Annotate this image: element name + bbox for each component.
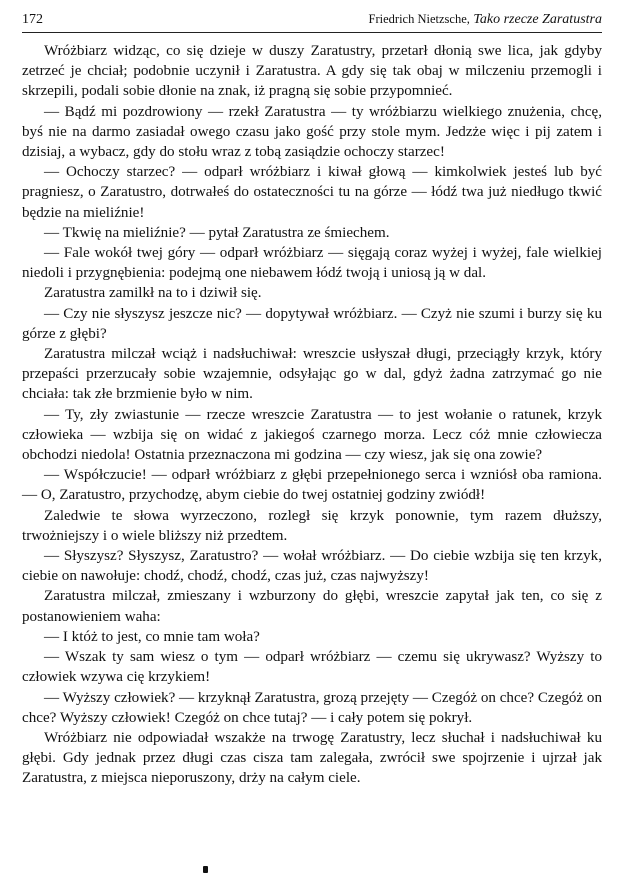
paragraph: — Ochoczy starzec? — odparł wróżbiarz i kiwał głową — kimkolwiek jesteś lub być pragniesz, o Zaratustro, dotrwałeś do ostateczności tu na górze — łódź twa już niedługo tkwić będzie na mieliźnie! [22,164,602,221]
paragraph: — Czy nie słyszysz jeszcze nic? — dopytywał wróżbiarz. — Czyż nie szumi i burzy się ku górze z głębi? [22,305,602,342]
paragraph: Zaledwie te słowa wyrzeczono, rozległ się krzyk ponownie, tym razem dłuższy, trwożniejszy i o wiele bliższy niż przedtem. [22,507,602,544]
paragraph: — Słyszysz? Słyszysz, Zaratustro? — wołał wróżbiarz. — Do ciebie wzbija się ten krzyk, ciebie on nawołuje: chodź, chodź, chodź, czas już, czas najwyższy! [22,548,602,585]
paragraph: Wróżbiarz nie odpowiadał wszakże na trwogę Zaratustry, lecz słuchał i nadsłuchiwał ku głębi. Gdy jednak przez długi czas cisza tam zalegała, zwrócił swe spojrzenie i ujrzał jak Zaratustra, z miejsca nieporuszony, drży na całym ciele. [22,729,602,787]
paragraph: — Wyższy człowiek? — krzyknął Zaratustra, grozą przejęty — Czegóż on chce? Czegóż on chce? Wyższy człowiek! Czegóż on chce tutaj? — i cały potem się pokrył. [22,689,602,726]
paragraph: — Współczucie! — odparł wróżbiarz z głębi przepełnionego serca i wzniósł oba ramiona. — O, Zaratustro, przychodzę, abym ciebie do twej ostatniej godziny zwiódł! [22,467,602,504]
running-header [22,12,602,33]
paragraph: Zaratustra zamilkł na to i dziwił się. [44,285,262,302]
paragraph: — Wszak ty sam wiesz o tym — odparł wróżbiarz — czemu się ukrywasz? Wyższy to człowiek wzywa cię krzykiem! [22,649,602,686]
ink-mark [203,866,208,873]
page-body [22,41,602,789]
page-number: 172 [22,12,43,27]
running-title [369,12,602,28]
paragraph: — Fale wokół twej góry — odparł wróżbiarz — sięgają coraz wyżej i wyżej, fale wielkiej niedoli i przygnębienia: podejmą one niebawem łódź twoją i uniosą ją w dal. [22,245,602,282]
book-title: Tako rzecze Zaratustra [473,12,602,27]
book-page [22,12,602,789]
author-name: Friedrich Nietzsche, [368,12,470,26]
paragraph: — Bądź mi pozdrowiony — rzekł Zaratustra — ty wróżbiarzu wielkiego znużenia, chcę, byś nie na darmo zasiadał owego czasu jako gość przy stole mym. Jedzże więc i pij zatem i dzisiaj, a wybacz, gdy do stołu wraz z tobą zasiądzie ochoczy starzec! [22,103,602,161]
paragraph: — I któż to jest, co mnie tam woła? [44,628,260,645]
paragraph: Zaratustra milczał wciąż i nadsłuchiwał: wreszcie usłyszał długi, przeciągły krzyk, który przepaści przerzucały sobie wzajemnie, odsyłając go w dal, gdyż żadna zatrzymać go nie chciała: tak złe brzmienie było w nim. [22,346,602,403]
paragraph: — Ty, zły zwiastunie — rzecze wreszcie Zaratustra — to jest wołanie o ratunek, krzyk człowieka — wzbija się on widać z jakiegoś czarnego morza. Lecz cóż mnie człowiecza obchodzi niedola! Ostatnia przeznaczona mi godzina — czy wiesz, jak się ona zowie? [22,406,602,464]
paragraph: Zaratustra milczał, zmieszany i wzburzony do głębi, wreszcie zapytał jak ten, co się z postanowieniem waha: [22,588,602,625]
paragraph: Wróżbiarz widząc, co się dzieje w duszy Zaratustry, przetarł dłonią swe lica, jak gdyby zetrzeć je chciał; podobnie uczynił i Zaratustra. A gdy się tak obaj w milczeniu przemogli i skrzepili, podali sobie dłonie na znak, iż pragną się sobie przypomnieć. [22,43,602,100]
paragraph: — Tkwię na mieliźnie? — pytał Zaratustra ze śmiechem. [44,224,390,241]
